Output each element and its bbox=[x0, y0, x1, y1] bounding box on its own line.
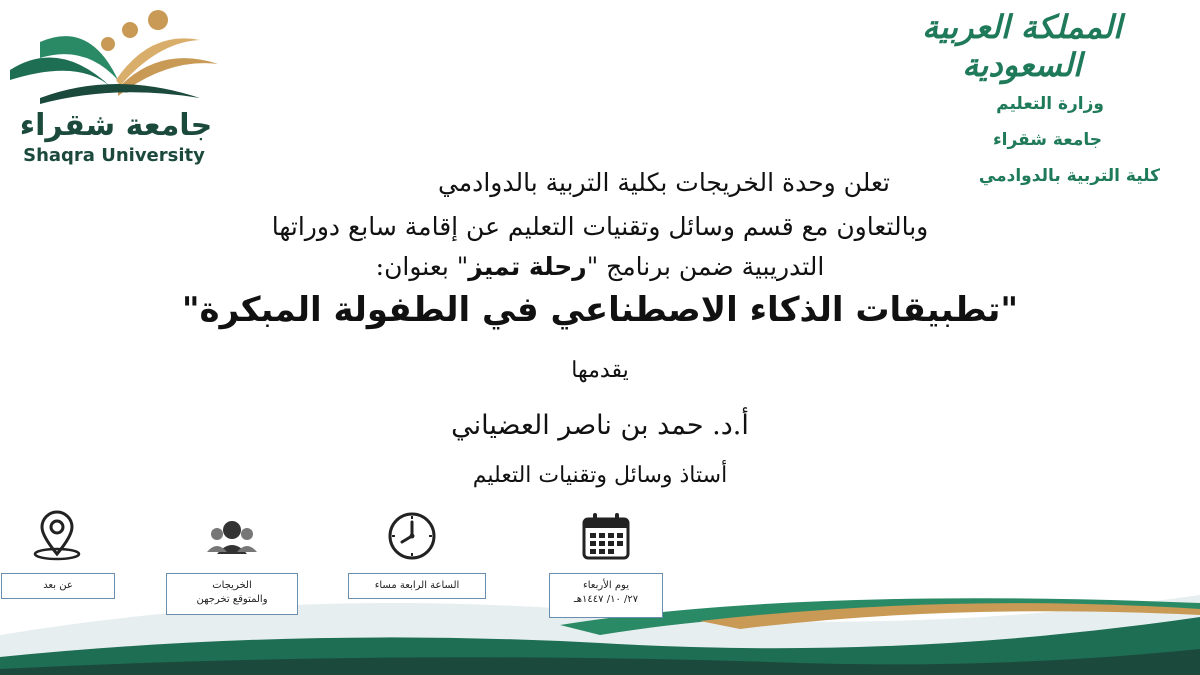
location-pin-icon bbox=[30, 510, 84, 562]
announcement-line-3-post: " بعنوان: bbox=[375, 252, 469, 281]
people-icon bbox=[205, 510, 259, 562]
clock-icon bbox=[386, 510, 438, 562]
college-name: كلية التربية بالدوادمي bbox=[978, 166, 1160, 186]
presented-by-label: يقدمها bbox=[571, 358, 629, 383]
logo-arabic-text: جامعة شقراء bbox=[19, 108, 213, 143]
announcement-line-2: وبالتعاون مع قسم وسائل وتقنيات التعليم عن إقامة سابع دوراتها bbox=[271, 212, 929, 241]
presenter-name: أ.د. حمد بن ناصر العضياني bbox=[451, 410, 749, 441]
mode-text: عن بعد bbox=[43, 580, 73, 591]
time-box bbox=[348, 573, 486, 599]
program-name: رحلة تميز bbox=[468, 252, 587, 281]
date-value: ٢٧/ ١٠/ ١٤٤٧هـ bbox=[573, 594, 639, 605]
open-book-logo-icon bbox=[0, 0, 230, 115]
announcement-line-3 bbox=[300, 252, 900, 281]
course-title: "تطبيقات الذكاء الاصطناعي في الطفولة المبكرة" bbox=[181, 290, 1019, 330]
date-box bbox=[549, 573, 663, 618]
time-text: الساعة الرابعة مساء bbox=[374, 580, 460, 591]
ministry-name: وزارة التعليم bbox=[996, 94, 1104, 114]
logo-english-text: Shaqra University bbox=[23, 145, 205, 166]
presenter-title: أستاذ وسائل وتقنيات التعليم bbox=[472, 463, 728, 488]
audience-line-2: والمتوقع تخرجهن bbox=[196, 594, 268, 605]
university-logo bbox=[0, 0, 230, 180]
date-day: يوم الأربعاء bbox=[583, 580, 629, 591]
calendar-icon bbox=[580, 510, 632, 562]
announcement-line-1: تعلن وحدة الخريجات بكلية التربية بالدوادمي bbox=[437, 168, 890, 197]
institution-block bbox=[900, 86, 1160, 194]
announcement-line-3-pre: التدريبية ضمن برنامج " bbox=[586, 252, 825, 281]
kingdom-calligraphy: المملكة العربية السعودية bbox=[922, 8, 1122, 84]
mode-box bbox=[1, 573, 115, 599]
university-name: جامعة شقراء bbox=[992, 130, 1102, 150]
audience-box bbox=[166, 573, 298, 615]
audience-line-1: الخريجات bbox=[212, 580, 252, 591]
